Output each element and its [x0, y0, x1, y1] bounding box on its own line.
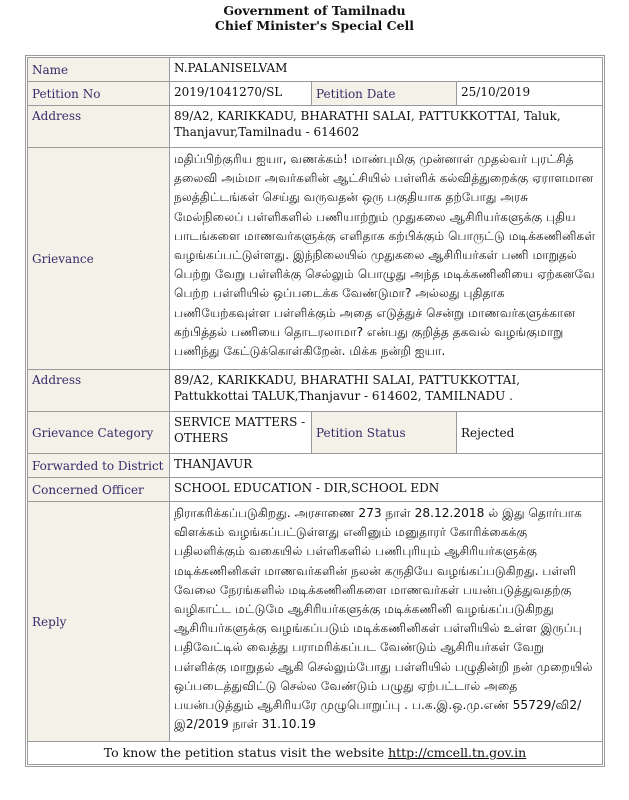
- label-address-2: Address: [28, 370, 170, 412]
- label-petition-no: Petition No: [28, 82, 170, 106]
- row-address: [28, 106, 603, 148]
- header-cm-special-cell: Chief Minister's Special Cell: [214, 18, 415, 33]
- row-footer: [28, 742, 603, 765]
- value-petition-no: 2019/1041270/SL: [170, 82, 312, 106]
- label-reply: Reply: [28, 502, 170, 742]
- header-government: Government of Tamilnadu: [223, 3, 406, 18]
- label-grievance: Grievance: [28, 148, 170, 370]
- row-grievance-category: [28, 412, 603, 454]
- label-concerned-officer: Concerned Officer: [28, 478, 170, 502]
- label-petition-status: Petition Status: [312, 412, 457, 454]
- value-grievance-category: SERVICE MATTERS - OTHERS: [170, 412, 312, 454]
- value-petition-status: Rejected: [457, 412, 603, 454]
- label-forwarded-district: Forwarded to District: [28, 454, 170, 478]
- row-name: [28, 58, 603, 82]
- label-address: Address: [28, 106, 170, 148]
- value-forwarded-district: THANJAVUR: [170, 454, 603, 478]
- footer-cell: [28, 742, 603, 765]
- value-address: 89/A2, KARIKKADU, BHARATHI SALAI, PATTUKKOTTAI, Taluk, Thanjavur,Tamilnadu - 614602: [170, 106, 603, 148]
- row-grievance: [28, 148, 603, 370]
- row-reply: [28, 502, 603, 742]
- value-address-2: 89/A2, KARIKKADU, BHARATHI SALAI, PATTUKKOTTAI, Pattukkottai TALUK,Thanjavur - 614602, TAMILNADU .: [170, 370, 603, 412]
- label-name: Name: [28, 58, 170, 82]
- row-concerned-officer: [28, 478, 603, 502]
- label-grievance-category: Grievance Category: [28, 412, 170, 454]
- value-petition-date: 25/10/2019: [457, 82, 603, 106]
- value-concerned-officer: SCHOOL EDUCATION - DIR,SCHOOL EDN: [170, 478, 603, 502]
- row-petition-no: [28, 82, 603, 106]
- petition-details-table: [27, 57, 603, 765]
- value-reply: நிராகரிக்கப்படுகிறது. அரசாணை 273 நாள் 28.12.2018 ல் இது தொர்பாக விளக்கம் வழங்கப்பட்டுள்ளது எனினும் மனுதாரர் கோரிக்கைக்கு பதிலளிக்கும் வகையில் பள்ளிகளில் பணிபுரியும் ஆசிரியர்களுக்கு மடிக்கணினிகள் மாணவர்களின் நலன் கருதியே வழங்கப்படுகிறது. பள்ளி வேலை நேரங்களில் மடிக்கணினிகளை மாணவர்கள் பயன்படுத்துவதற்கு வழிகாட்ட மட்டுமே ஆசிரியர்களுக்கு மடிக்கணினி வழங்கப்படுகிறது ஆசிரியர்களுக்கு வழங்கப்படும் மடிக்கணினிகள் பள்ளியில் உள்ள இருப்பு பதிவேட்டில் வைத்து பராமரிக்கப்பட வேண்டும் ஆசிரியர்கள் வேறு பள்ளிக்கு மாறுதல் ஆகி செல்லும்போது பள்ளியில் பழுதின்றி நன் முறையில் ஒப்படைத்துவிட்டு செல்ல வேண்டும் பழுது ஏற்பட்டால் அதை பயன்படுத்தும் ஆசிரியரே முழுபொறுப்பு . ப.க.இ.ஒ.மு.எண் 55729/வி2/இ2/2019 நாள் 31.10.19: [170, 502, 603, 742]
- row-forwarded-district: [28, 454, 603, 478]
- label-petition-date: Petition Date: [312, 82, 457, 106]
- footer-text: To know the petition status visit the website: [103, 745, 389, 760]
- cmcell-website-link[interactable]: http://cmcell.tn.gov.in: [388, 745, 527, 760]
- value-name: N.PALANISELVAM: [170, 58, 603, 82]
- row-address-2: [28, 370, 603, 412]
- value-grievance: மதிப்பிற்குரிய ஐயா, வணக்கம்! மாண்புமிகு முன்னாள் முதல்வர் புரட்சித் தலைவி அம்மா அவர்களின் ஆட்சியில் பள்ளிக் கல்வித்துறைக்கு ஏராளமான நலத்திட்டங்கள் செய்து வருவதன் ஒரு பகுதியாக தற்போது அரசு மேல்நிலைப் பள்ளிகளில் பணியாற்றும் முதுகலை ஆசிரியர்களுக்கு புதிய பாடங்களை மாணவர்களுக்கு எளிதாக கற்பிக்கும் பொருட்டு மடிக்கணினிகள் வழங்கப்பட்டுள்ளது. இந்நிலையில் முதுகலை ஆசிரியர்கள் பணி மாறுதல் பெற்று வேறு பள்ளிக்கு செல்லும் பொழுது அந்த மடிக்கணினியை ஏற்கனவே பெற்ற பள்ளியில் ஒப்படைக்க வேண்டுமா? அல்லது புதிதாக பணியேற்கவுள்ள பள்ளிக்கும் அதை எடுத்துச் சென்று மாணவர்களுக்கான கற்பித்தல் பணியை தொடரலாமா? என்பது குறித்த தகவல் வழங்குமாறு பணிந்து கேட்டுக்கொள்கிறேன். மிக்க நன்றி ஐயா.: [170, 148, 603, 370]
